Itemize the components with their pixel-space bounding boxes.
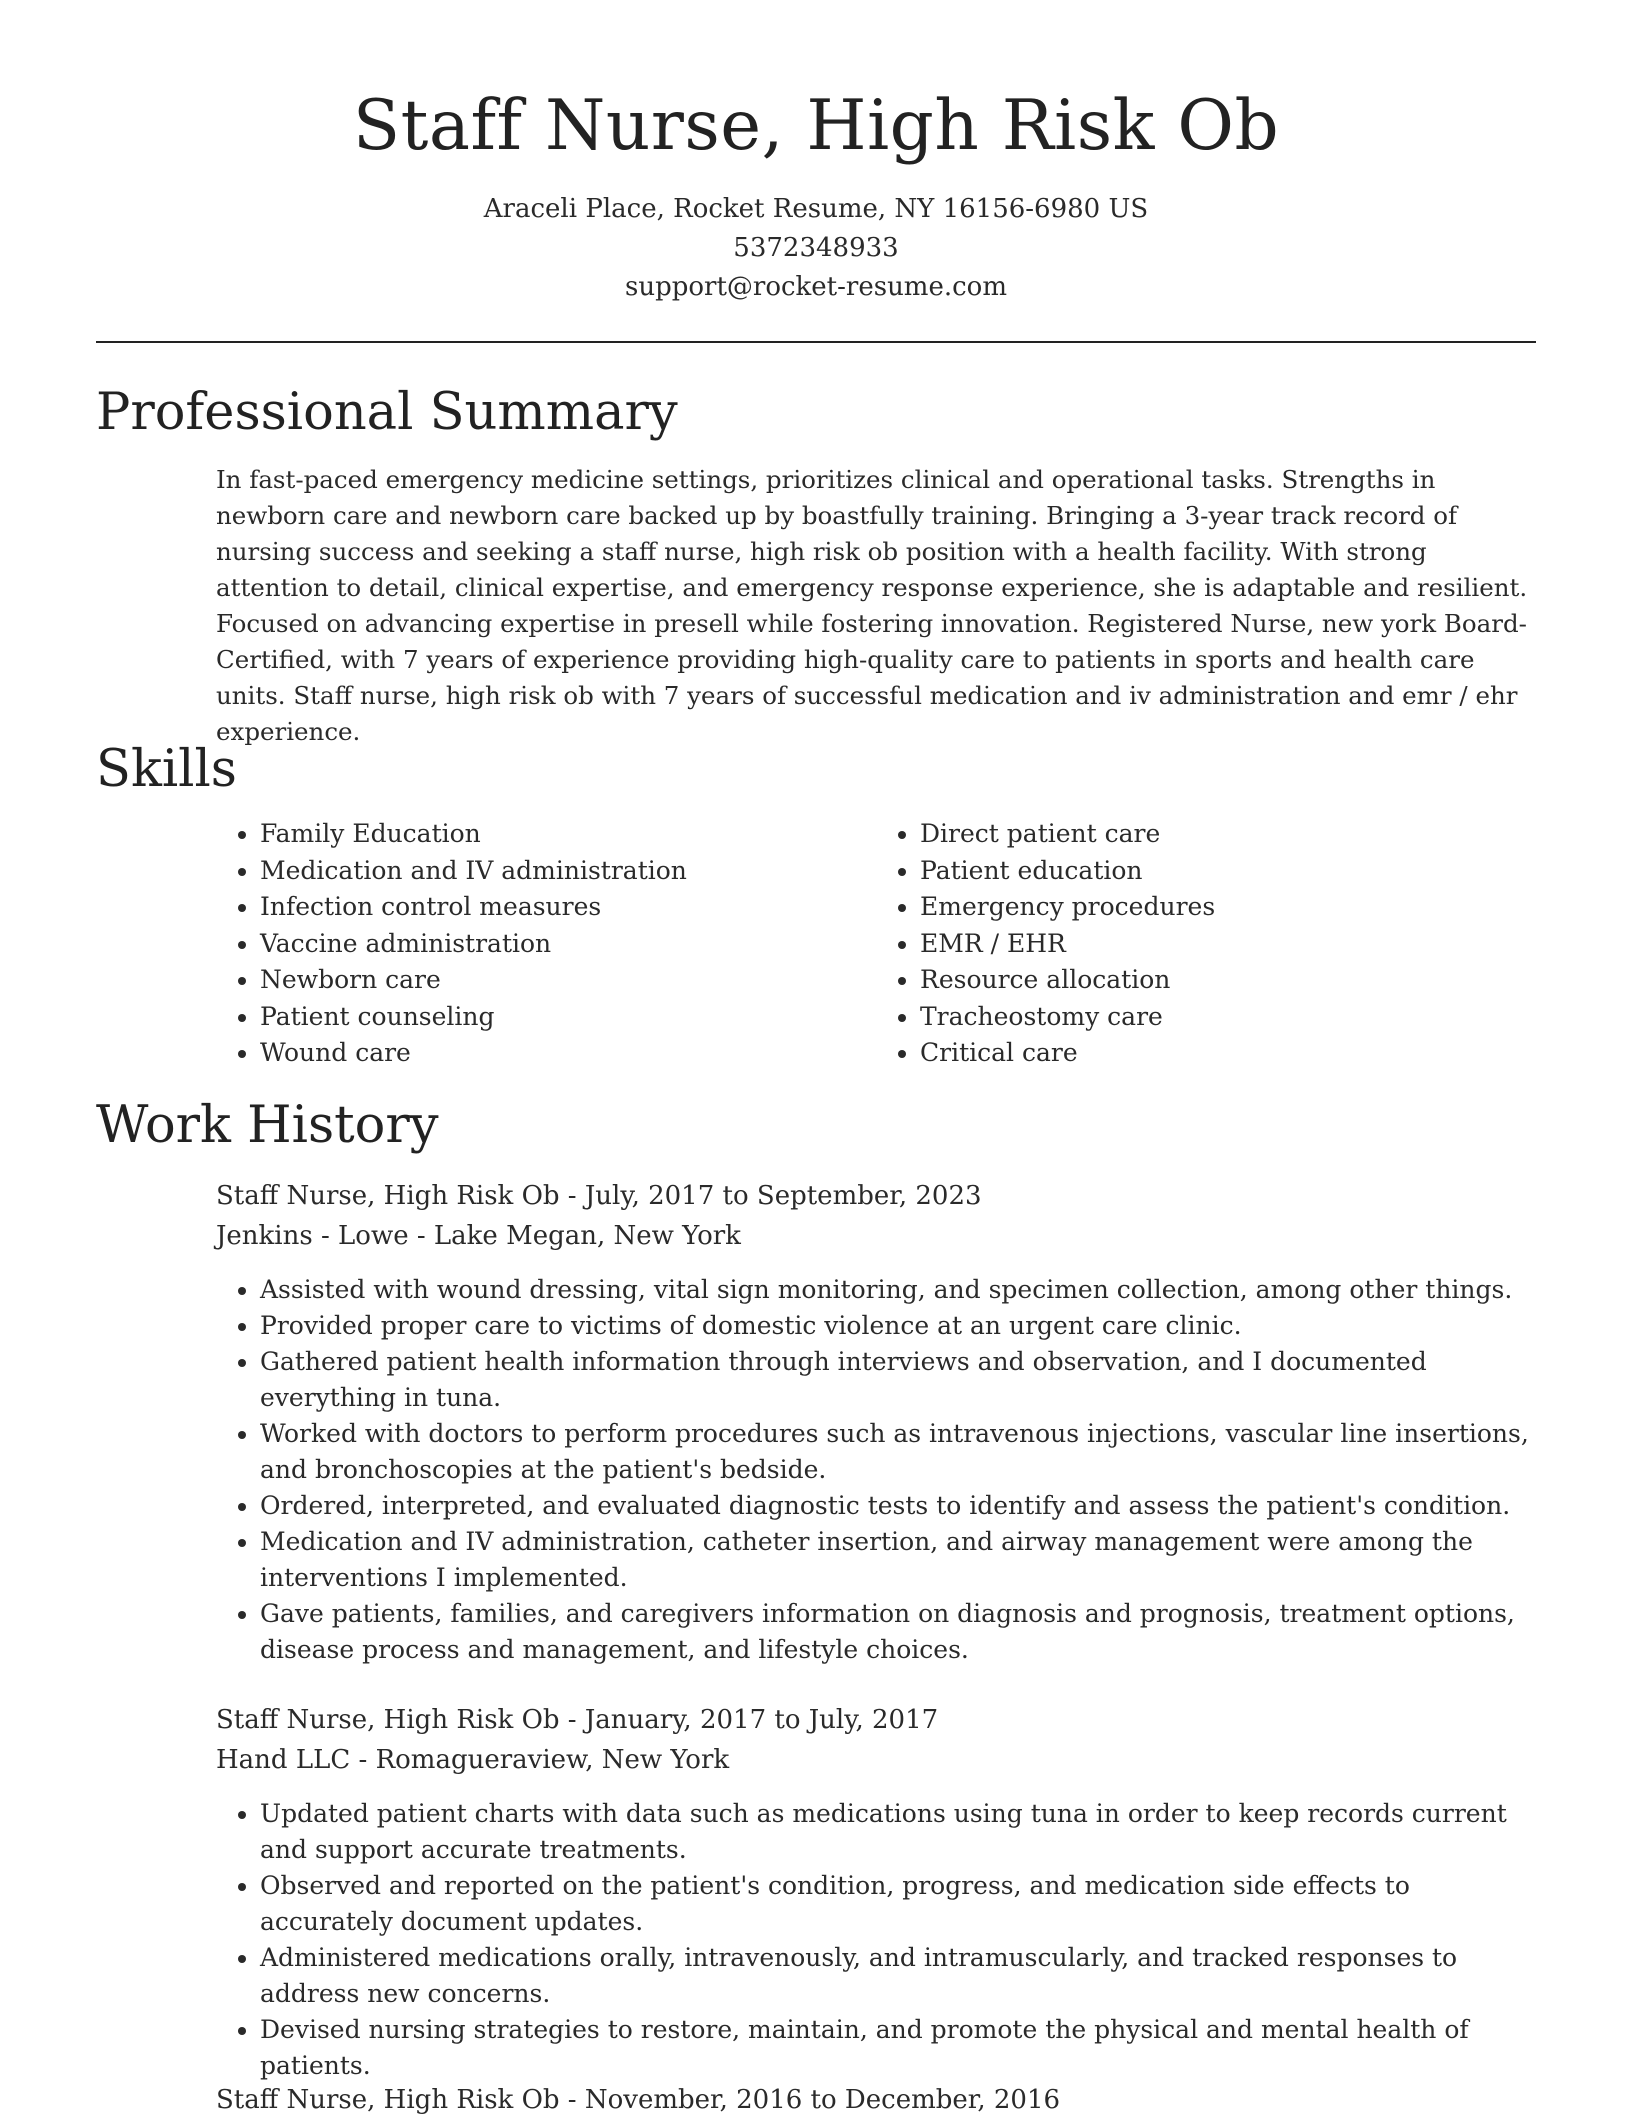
- job-bullet: • Administered medications orally, intravenously, and intramuscularly, and tracked responses to address new concerns.: [260, 1940, 1536, 2012]
- skill-item: • Tracheostomy care: [920, 999, 1536, 1036]
- skill-item: • Newborn care: [260, 962, 876, 999]
- job-bullets: [216, 1796, 1536, 2084]
- work-heading: Work History: [96, 1096, 439, 1155]
- skill-item: • Family Education: [260, 816, 876, 853]
- summary-heading: Professional Summary: [96, 383, 678, 442]
- job-entry: [216, 1176, 1536, 1668]
- contact-address: Araceli Place, Rocket Resume, NY 16156-6980 US: [483, 194, 1149, 224]
- resume-name: Staff Nurse, High Risk Ob: [352, 86, 1280, 166]
- contact-email: support@rocket-resume.com: [624, 272, 1007, 302]
- skill-item: • Critical care: [920, 1035, 1536, 1072]
- job-bullets: [216, 1272, 1536, 1668]
- skill-item: • Vaccine administration: [260, 926, 876, 963]
- job-title: Staff Nurse, High Risk Ob - November, 2016 to December, 2016: [216, 2085, 1061, 2115]
- skills-list: [216, 816, 1536, 1072]
- skill-item: • EMR / EHR: [920, 926, 1536, 963]
- job-bullet: • Assisted with wound dressing, vital sign monitoring, and specimen collection, among other things.: [260, 1272, 1536, 1308]
- job-bullet: • Devised nursing strategies to restore, maintain, and promote the physical and mental health of patients.: [260, 2012, 1536, 2084]
- job-bullet: • Gathered patient health information through interviews and observation, and I documented everything in tuna.: [260, 1344, 1536, 1416]
- job-bullet: • Medication and IV administration, catheter insertion, and airway management were among the interventions I implemented.: [260, 1524, 1536, 1596]
- job-bullet: • Provided proper care to victims of domestic violence at an urgent care clinic.: [260, 1308, 1536, 1344]
- skill-item: • Medication and IV administration: [260, 853, 876, 890]
- job-bullet: • Observed and reported on the patient's condition, progress, and medication side effects to accurately document updates.: [260, 1868, 1536, 1940]
- skill-item: • Infection control measures: [260, 889, 876, 926]
- job-company: Hand LLC - Romagueraview, New York: [216, 1745, 730, 1775]
- summary-text: In fast-paced emergency medicine settings, prioritizes clinical and operational tasks. Strengths in newborn care and newborn care backed up by boastfully training. Bringing a 3-year track record of nursing success and seeking a staff nurse, high risk ob position with a health facility. With strong attention to detail, clinical expertise, and emergency response experience, she is adaptable and resilient. Focused on advancing expertise in presell while fostering innovation. Registered Nurse, new york Board-Certified, with 7 years of experience providing high-quality care to patients in sports and health care units. Staff nurse, high risk ob with 7 years of successful medication and iv administration and emr / ehr experience.: [216, 465, 1528, 746]
- job-title: Staff Nurse, High Risk Ob - July, 2017 to September, 2023: [216, 1181, 982, 1211]
- skill-item: • Wound care: [260, 1035, 876, 1072]
- job-bullet: • Gave patients, families, and caregivers information on diagnosis and prognosis, treatment options, disease process and management, and lifestyle choices.: [260, 1596, 1536, 1668]
- skills-column-left: [216, 816, 876, 1072]
- skill-item: • Patient education: [920, 853, 1536, 890]
- job-bullet: • Updated patient charts with data such as medications using tuna in order to keep records current and support accurate treatments.: [260, 1796, 1536, 1868]
- job-title: Staff Nurse, High Risk Ob - January, 2017 to July, 2017: [216, 1705, 939, 1735]
- skill-item: • Patient counseling: [260, 999, 876, 1036]
- skills-heading: Skills: [96, 740, 237, 799]
- skill-item: • Resource allocation: [920, 962, 1536, 999]
- header-divider: [96, 341, 1536, 343]
- contact-block: [96, 190, 1536, 307]
- skill-item: • Direct patient care: [920, 816, 1536, 853]
- job-entry: [216, 2080, 1536, 2120]
- skills-column-right: [876, 816, 1536, 1072]
- contact-phone: 5372348933: [733, 233, 899, 263]
- job-company: Jenkins - Lowe - Lake Megan, New York: [216, 1221, 741, 1251]
- job-bullet: • Worked with doctors to perform procedures such as intravenous injections, vascular line insertions, and bronchoscopies at the patient's bedside.: [260, 1416, 1536, 1488]
- job-bullet: • Ordered, interpreted, and evaluated diagnostic tests to identify and assess the patient's condition.: [260, 1488, 1536, 1524]
- job-entry: [216, 1700, 1536, 2084]
- skill-item: • Emergency procedures: [920, 889, 1536, 926]
